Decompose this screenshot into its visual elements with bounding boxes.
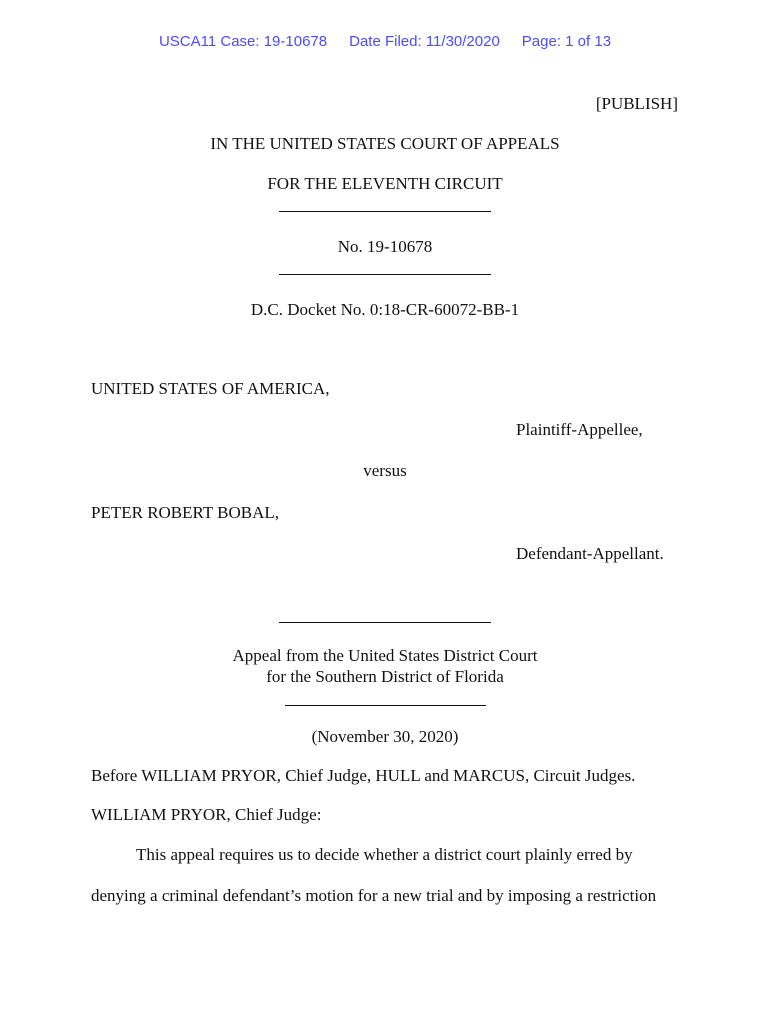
plaintiff-name: UNITED STATES OF AMERICA, [91, 379, 330, 398]
circuit-name: FOR THE ELEVENTH CIRCUIT [267, 174, 503, 193]
decision-date: (November 30, 2020) [311, 727, 459, 746]
stamp-case: USCA11 Case: 19-10678 [158, 33, 328, 50]
opinion-text-line: This appeal requires us to decide whether a district court plainly erred by [136, 845, 633, 864]
plaintiff-role: Plaintiff-Appellee, [516, 420, 643, 439]
filing-stamp [0, 33, 770, 50]
versus-label: versus [363, 461, 407, 480]
divider-rule [279, 274, 491, 275]
stamp-page: Page: 1 of 13 [521, 33, 612, 50]
stamp-date-filed: Date Filed: 11/30/2020 [349, 33, 500, 50]
defendant-role: Defendant-Appellant. [516, 544, 664, 563]
publish-label: [PUBLISH] [595, 94, 678, 113]
defendant-name: PETER ROBERT BOBAL, [91, 503, 280, 522]
appeal-origin-line1: Appeal from the United States District Court [232, 646, 538, 665]
divider-rule [279, 211, 491, 212]
opinion-text-line: denying a criminal defendant’s motion for a new trial and by imposing a restriction [91, 886, 657, 905]
court-name: IN THE UNITED STATES COURT OF APPEALS [210, 134, 560, 153]
case-number: No. 19-10678 [337, 237, 433, 256]
opinion-author: WILLIAM PRYOR, Chief Judge: [91, 805, 322, 824]
divider-rule [279, 622, 491, 623]
docket-number: D.C. Docket No. 0:18-CR-60072-BB-1 [250, 300, 520, 319]
divider-rule [285, 705, 486, 706]
panel-line: Before WILLIAM PRYOR, Chief Judge, HULL and MARCUS, Circuit Judges. [91, 766, 636, 785]
appeal-origin-line2: for the Southern District of Florida [266, 667, 504, 686]
